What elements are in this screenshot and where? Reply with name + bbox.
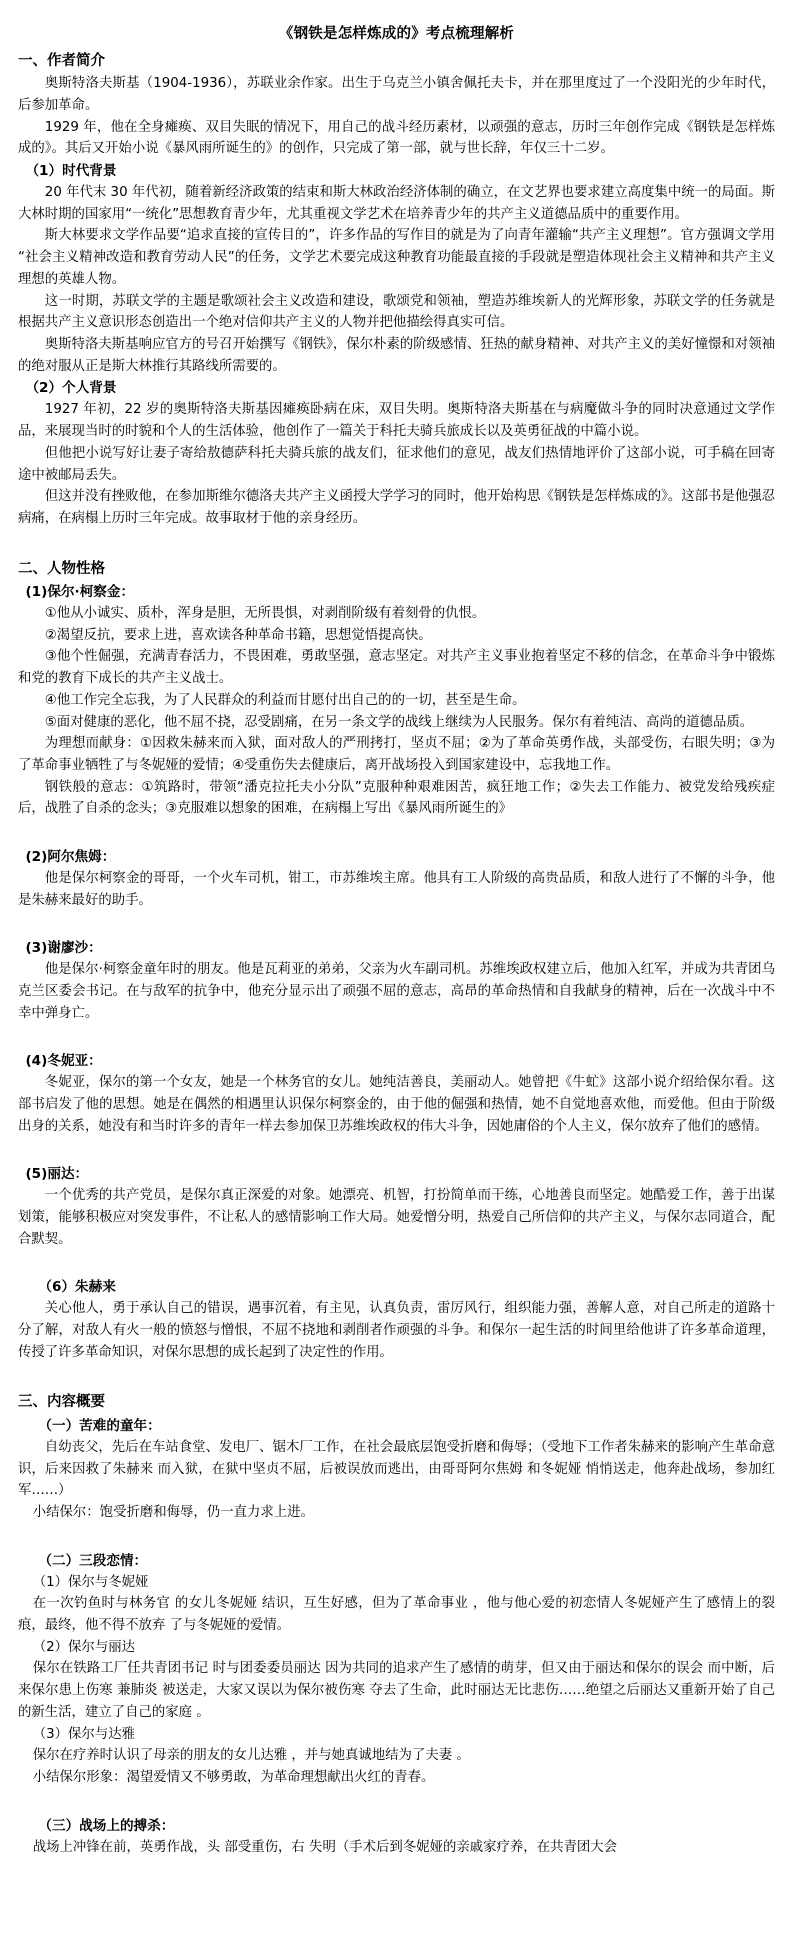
subsection-heading: (1)保尔·柯察金： (25, 584, 135, 601)
subsection-heading: (2)阿尔焦姆： (25, 848, 116, 865)
paragraph: 奥斯特洛夫斯基（1904-1936），苏联业余作家。出生于乌克兰小镇舍佩托夫卡，并在那里度过了一个没阳光的少年时代，后参加革命。 (18, 76, 775, 113)
paragraph: 一个优秀的共产党员，是保尔真正深爱的对象。她漂亮、机智，打扮简单而干练，心地善良而坚定。她酷爱工作，善于出谋划策，能够积极应对突发事件，不让私人的感情影响工作大局。她爱憎分明，热爱自己所信仰的共产主义，与保尔志同道合，配合默契。 (18, 1188, 775, 1247)
subsection-heading: (3)谢廖沙： (25, 940, 102, 957)
paragraph: 1927 年初，22 岁的奥斯特洛夫斯基因瘫痪卧病在床，双目失明。奥斯特洛夫斯基在与病魔做斗争的同时决意通过文学作品，来展现当时的时貌和个人的生活体验，他创作了一篇关于科托夫骑兵旅成长以及英勇征战的中篇小说。 (18, 402, 775, 440)
paragraph-spacer (18, 911, 775, 937)
paragraph: 但这并没有挫败他，在参加斯维尔德洛夫共产主义函授大学学习的同时，他开始构思《钢铁是怎样炼成的》。这部书是他强忍病痛，在病榻上历时三年完成。故事取材于他的亲身经历。 (18, 489, 775, 526)
paragraph: 奥斯特洛夫斯基响应官方的号召开始撰写《钢铁》，保尔朴素的阶级感情、狂热的献身精神、对共产主义的美好憧憬和对领袖的绝对服从正是斯大林推行其路线所需要的。 (18, 336, 775, 374)
paragraph: 小结保尔：饱受折磨和侮辱，仍一直力求上进。 (32, 1505, 314, 1521)
section-author-profile (18, 50, 775, 556)
paragraph: ②渴望反抗，要求上进，喜欢读各种革命书籍，思想觉悟提高快。 (44, 627, 432, 643)
paragraph: 但他把小说写好让妻子寄给敖德萨科托夫骑兵旅的战友们，征求他们的意见，战友们热情地评价了这部小说，可手稿在回寄途中被邮局丢失。 (18, 445, 775, 483)
paragraph: 20 年代末 30 年代初，随着新经济政策的结束和斯大林政治经济体制的确立，在文艺界也要求建立高度集中统一的局面。斯大林时期的国家用“一统化”思想教育青少年，尤其重视文学艺术在培养青少年的共产主义道德品质中的重要作用。 (18, 185, 775, 222)
paragraph-spacer (18, 530, 775, 556)
paragraph: 这一时期，苏联文学的主题是歌颂社会主义改造和建设，歌颂党和领袖，塑造苏维埃新人的光辉形象，苏联文学的任务就是根据共产主义意识形态创造出一个绝对信仰共产主义的人物并把他描绘得真实可信。 (18, 293, 775, 331)
paragraph: 斯大林要求文学作品要“追求直接的宣传目的”，许多作品的写作目的就是为了向青年灌输“共产主义理想”。官方强调文学用“社会主义精神改造和教育劳动人民”的任务，文学艺术要完成这种教育功能最直接的手段就是塑造体现社会主义精神和共产主义理想的英雄人物。 (18, 228, 775, 287)
paragraph-spacer (18, 1524, 775, 1550)
paragraph: 小结保尔形象：渴望爱情又不够勇敢，为革命理想献出火红的青春。 (32, 1769, 435, 1785)
paragraph: ⑤面对健康的恶化，他不屈不挠，忍受剧痛，在另一条文学的战线上继续为人民服务。保尔有着纯洁、高尚的道德品质。 (44, 714, 754, 730)
paragraph: 为理想而献身：①因救朱赫来而入狱，面对敌人的严刑拷打，坚贞不屈；②为了革命英勇作战，头部受伤，右眼失明；③为了革命事业牺牲了与冬妮娅的爱情；④受重伤失去健康后，离开战场投入到国家建设中，忘我地工作。 (18, 736, 775, 773)
subsection-heading: （一）苦难的童年： (38, 1417, 161, 1434)
subsection-heading: (5)丽达： (25, 1166, 89, 1183)
paragraph: ④他工作完全忘我，为了人民群众的利益而甘愿付出自己的的一切，甚至是生命。 (44, 692, 526, 708)
paragraph: （2）保尔与丽达 (32, 1639, 135, 1655)
paragraph: （3）保尔与达雅 (32, 1726, 135, 1742)
section-heading: 三、内容概要 (18, 1394, 105, 1411)
subsection-heading: （三）战场上的搏杀： (38, 1817, 175, 1834)
paragraph: 在一次钓鱼时与林务官 的女儿冬妮娅 结识，互生好感，但为了革命事业 ，他与他心爱的初恋情人冬妮娅产生了感情上的裂痕，最终，他不得不放弃 了与冬妮娅的爱情。 (18, 1596, 775, 1634)
subsection-heading: （1）时代背景 (25, 163, 117, 180)
paragraph: （1）保尔与冬妮娅 (32, 1574, 149, 1590)
section-heading: 二、人物性格 (18, 560, 105, 577)
paragraph: 战场上冲锋在前，英勇作战，头 部受重伤，右 失明（手术后到冬妮娅的亲戚家疗养，在共青团大会 (32, 1839, 618, 1855)
paragraph-spacer (18, 1024, 775, 1050)
paragraph: 保尔在疗养时认识了母亲的朋友的女儿达雅 ，并与她真诚地结为了夫妻 。 (32, 1748, 470, 1764)
subsection-heading: (4)冬妮亚： (25, 1053, 102, 1070)
paragraph-spacer (18, 1364, 775, 1390)
paragraph-spacer (18, 820, 775, 846)
paragraph: 关心他人，勇于承认自己的错误，遇事沉着，有主见，认真负责，雷厉风行，组织能力强，善解人意，对自己所走的道路十分了解，对敌人有火一般的愤怒与憎恨，不屈不挠地和剥削者作顽强的斗争。和保尔一起生活的时间里给他讲了许多革命道理，传授了许多革命知识，对保尔思想的成长起到了决定性的作用。 (18, 1301, 775, 1360)
paragraph: 他是保尔柯察金的哥哥，一个火车司机，钳工，市苏维埃主席。他具有工人阶级的高贵品质，和敌人进行了不懈的斗争，他是朱赫来最好的助手。 (18, 870, 775, 908)
paragraph: ③他个性倔强，充满青春活力，不畏困难，勇敢坚强，意志坚定。对共产主义事业抱着坚定不移的信念，在革命斗争中锻炼和党的教育下成长的共产主义战士。 (18, 649, 775, 687)
subsection-heading: （二）三段恋情： (38, 1552, 148, 1569)
subsection-heading: （2）个人背景 (25, 380, 117, 397)
section-character-traits (18, 558, 775, 1390)
paragraph: 保尔在铁路工厂任共青团书记 时与团委委员丽达 因为共同的追求产生了感情的萌芽，但又由于丽达和保尔的误会 而中断，后来保尔患上伤寒 兼肺炎 被送走，大家又误以为保尔被伤寒 夺去了生命，此时丽达无比悲伤……绝望之后丽达又重新开始了自己的新生活，建立了自己的家庭 。 (18, 1661, 775, 1720)
page-title: 《钢铁是怎样炼成的》考点梳理解析 (278, 26, 515, 42)
subsection-heading: （6）朱赫来 (38, 1279, 116, 1296)
paragraph-spacer (18, 1250, 775, 1276)
paragraph-spacer (18, 1137, 775, 1163)
paragraph: 自幼丧父，先后在车站食堂、发电厂、锯木厂工作，在社会最底层饱受折磨和侮辱；（受地下工作者朱赫来的影响产生革命意识，后来因救了朱赫来 而入狱，在狱中坚贞不屈，后被误放而逃出，由哥哥阿尔焦姆 和冬妮娅 悄悄送走，他奔赴战场，参加红军……） (18, 1439, 775, 1499)
paragraph: 冬妮亚，保尔的第一个女友，她是一个林务官的女儿。她纯洁善良，美丽动人。她曾把《牛虻》这部小说介绍给保尔看。这部书启发了他的思想。她是在偶然的相遇里认识保尔柯察金的，由于他的倔强和热情，她不自觉地喜欢他，而爱他。但由于阶级出身的关系，她没有和当时许多的青年一样去参加保卫苏维埃政权的伟大斗争，因她庸俗的个人主义，保尔放弃了他们的感情。 (18, 1075, 775, 1134)
section-content-outline (18, 1391, 775, 1858)
paragraph: 他是保尔·柯察金童年时的朋友。他是瓦莉亚的弟弟，父亲为火车副司机。苏维埃政权建立后，他加入红军，并成为共青团乌克兰区委会书记。在与敌军的抗争中，他充分显示出了顽强不屈的意志，高昂的革命热情和自我献身的精神，后在一次战斗中不幸中弹身亡。 (18, 962, 775, 1021)
paragraph: 钢铁般的意志：①筑路时，带领“潘克拉托夫小分队”克服种种艰难困苦，疯狂地工作；②失去工作能力、被党发给残疾症后，战胜了自杀的念头；③克服难以想象的困难，在病榻上写出《暴风雨所诞生的》 (18, 779, 775, 817)
paragraph-spacer (18, 1789, 775, 1815)
section-heading: 一、作者简介 (18, 52, 105, 69)
paragraph: 1929 年，他在全身瘫痪、双目失眠的情况下，用自己的战斗经历素材，以顽强的意志，历时三年创作完成《钢铁是怎样炼成的》。其后又开始小说《暴风雨所诞生的》的创作，只完成了第一部，就与世长辞，年仅三十二岁。 (18, 119, 775, 157)
paragraph: ①他从小诚实、质朴，浑身是胆，无所畏惧，对剥削阶级有着刻骨的仇恨。 (44, 606, 486, 622)
document-body (18, 50, 775, 1859)
